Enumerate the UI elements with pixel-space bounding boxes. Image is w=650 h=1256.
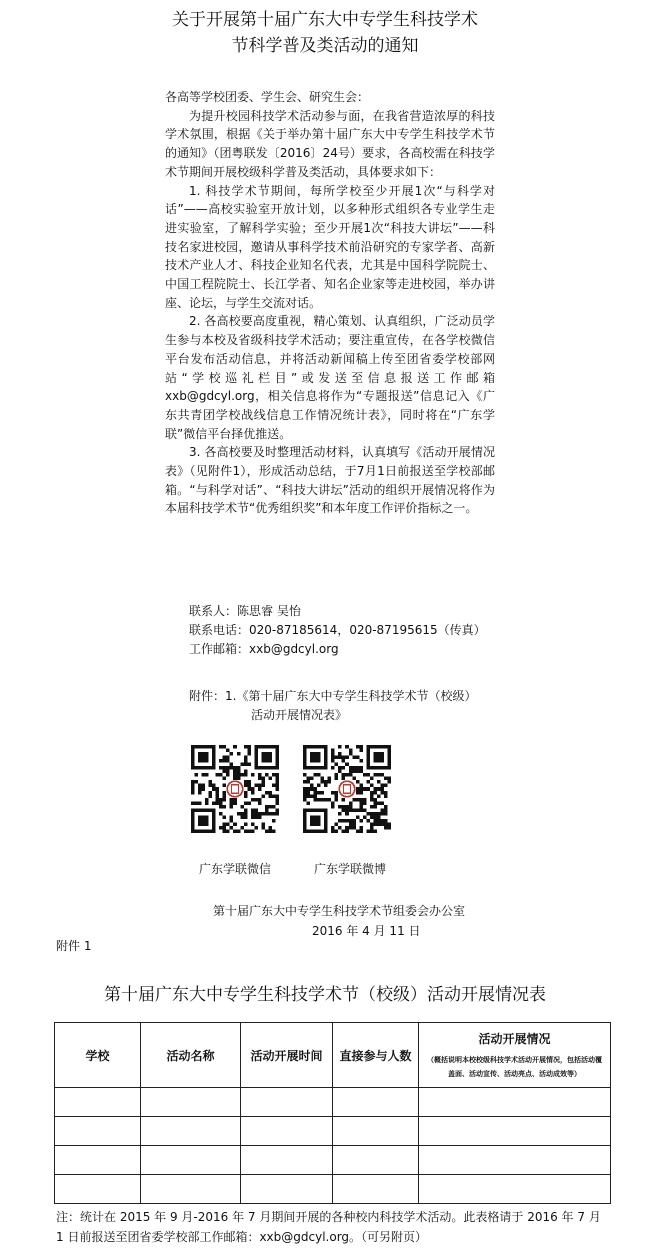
column-header-activity-name: 活动名称: [141, 1023, 241, 1088]
attachment-line2: 活动开展情况表》: [251, 708, 348, 722]
table-cell[interactable]: [55, 1146, 141, 1175]
qr-weibo-label: 广东学联微博: [313, 862, 386, 876]
qr-code-icon: [303, 745, 391, 833]
table-cell[interactable]: [333, 1117, 419, 1146]
column-header-activity-status: [419, 1023, 611, 1088]
contact-phone: 联系电话：020-87185614，020-87195615（传真）: [189, 623, 486, 637]
table-cell[interactable]: [419, 1088, 611, 1117]
contact-email: 工作邮箱：xxb@gdcyl.org: [189, 642, 339, 656]
notice-title: [0, 7, 650, 59]
table-cell[interactable]: [333, 1175, 419, 1204]
table-row: [55, 1146, 611, 1175]
signature: 第十届广东大中专学生科技学术节组委会办公室: [213, 904, 466, 918]
column-header-school: 学校: [55, 1023, 141, 1088]
attachment-reference: [189, 687, 476, 725]
requirement-3: 3. 各高校要及时整理活动材料，认真填写《活动开展情况表》（见附件1），形成活动总结，于7月1日前报送至学校部邮箱。“与科学对话”、“科技大讲坛”活动的组织开展情况将作为本届科技学术节“优秀组织奖”和本年度工作评价指标之一。: [165, 445, 495, 516]
qr-wechat-label: 广东学联微信: [198, 862, 271, 876]
requirement-2: 2. 各高校要高度重视，精心策划、认真组织，广泛动员学生参与本校及省级科技学术活动；要注重宣传，在各学校微信平台发布活动信息，并将活动新闻稿上传至团省委学校部网站“学校巡礼栏目”或发送至信息报送工作邮箱xxb@gdcyl.org，相关信息将作为“专题报送”信息记入《广东共青团学校战线信息工作情况统计表》，同时将在“广东学联”微信平台择优推送。: [165, 314, 495, 441]
notice-title-line2: 节科学普及类活动的通知: [231, 36, 419, 56]
table-cell[interactable]: [241, 1175, 333, 1204]
activity-status-note: （概括说明本校校级科技学术活动开展情况，包括活动覆盖面、活动宣传、活动亮点、活动成效等）: [427, 1055, 602, 1078]
intro-paragraph: 为提升校园科技学术活动参与面，在我省营造浓厚的科技学术氛围，根据《关于举办第十届广东大中专学生科技学术节的通知》（团粤联发〔2016〕24号）要求，各高校需在科技学术节期间开展校级科学普及类活动，具体要求如下：: [165, 108, 495, 179]
requirement-1: 1. 科技学术节期间，每所学校至少开展1次“与科学对话”——高校实验室开放计划，以多种形式组织各专业学生走进实验室，了解科学实验；至少开展1次“科技大讲坛”——科技名家进校园，邀请从事科学技术前沿研究的专家学者、高新技术产业人才、科技企业知名代表，尤其是中国科学院院士、中国工程院院士、长江学者、知名企业家等走进校园，举办讲座、论坛，与学生交流对话。: [165, 183, 495, 310]
table-row: [55, 1175, 611, 1204]
table-cell[interactable]: [241, 1117, 333, 1146]
table-cell[interactable]: [141, 1117, 241, 1146]
table-cell[interactable]: [55, 1175, 141, 1204]
table-footnote: 注：统计在 2015 年 9 月-2016 年 7 月期间开展的各种校内科技学术活动。此表格请于 2016 年 7 月 1 日前报送至团省委学校部工作邮箱：xxb@gdcyl.org。（可另附页）: [56, 1210, 601, 1244]
table-header-row: [55, 1023, 611, 1088]
activity-status-title: 活动开展情况: [478, 1031, 551, 1046]
table-cell[interactable]: [333, 1146, 419, 1175]
table-row: [55, 1117, 611, 1146]
notice-title-line1: 关于开展第十届广东大中专学生科技学术: [172, 10, 478, 30]
column-header-activity-time: 活动开展时间: [241, 1023, 333, 1088]
column-header-participants: 直接参与人数: [333, 1023, 419, 1088]
table-cell[interactable]: [55, 1117, 141, 1146]
report-table-title: 第十届广东大中专学生科技学术节（校级）活动开展情况表: [104, 985, 546, 1005]
report-table: [54, 1022, 611, 1204]
table-cell[interactable]: [241, 1088, 333, 1117]
qr-code-icon: [191, 745, 279, 833]
table-cell[interactable]: [333, 1088, 419, 1117]
table-cell[interactable]: [55, 1088, 141, 1117]
attachment-line1: 附件：1.《第十届广东大中专学生科技学术节（校级）: [189, 689, 477, 703]
salutation: 各高等学校团委、学生会、研究生会：: [165, 90, 370, 104]
table-cell[interactable]: [141, 1175, 241, 1204]
table-cell[interactable]: [419, 1146, 611, 1175]
table-cell[interactable]: [141, 1088, 241, 1117]
qr-code-weibo[interactable]: [303, 745, 391, 837]
qr-code-wechat[interactable]: [191, 745, 279, 837]
table-cell[interactable]: [141, 1146, 241, 1175]
notice-date: 2016 年 4 月 11 日: [312, 924, 421, 938]
attachment-tag: 附件 1: [56, 939, 92, 953]
contact-block: [189, 602, 486, 659]
contact-person: 联系人：陈思睿 吴怡: [189, 604, 301, 618]
table-cell[interactable]: [241, 1146, 333, 1175]
notice-body: [165, 88, 495, 518]
table-cell[interactable]: [419, 1175, 611, 1204]
table-cell[interactable]: [419, 1117, 611, 1146]
table-row: [55, 1088, 611, 1117]
